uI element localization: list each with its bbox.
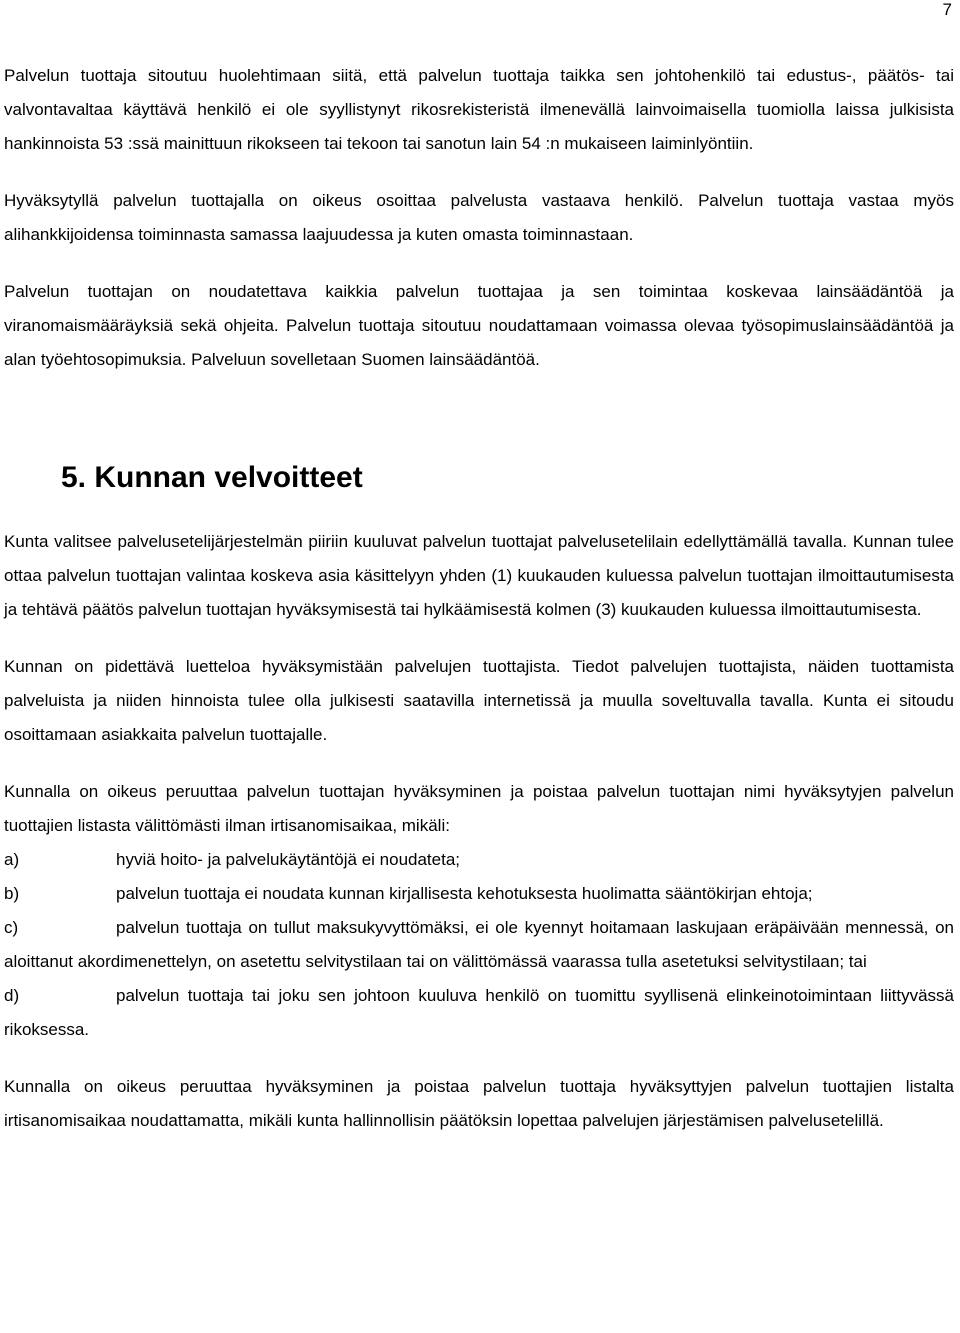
- list-text: palvelun tuottaja ei noudata kunnan kirjallisesta kehotuksesta huolimatta sääntökirjan ehtoja;: [116, 884, 813, 903]
- list-text: palvelun tuottaja on tullut maksukyvyttömäksi, ei ole kyennyt hoitamaan laskujaan eräpäivään mennessä, on aloittanut akordimenettelyn, on asetettu selvitystilaan tai on välittömässä vaarassa tulla asetetuksi selvitystilaan; tai: [4, 918, 954, 971]
- revocation-list: [4, 843, 954, 1047]
- list-label: c): [4, 918, 19, 937]
- page-number: 7: [942, 0, 952, 19]
- paragraph-supplier-commitment: Palvelun tuottaja sitoutuu huolehtimaan siitä, että palvelun tuottaja taikka sen johtohenkilö tai edustus-, päätös- tai valvontavaltaa käyttävä henkilö ei ole syyllistynyt rikosrekisteristä ilmenevällä lainvoimaisella tuomiolla laissa julkisista hankinnoista 53 :ssä mainittuun rikokseen tai tekoon tai sanotun lain 54 :n mukaiseen laiminlyöntiin.: [4, 66, 954, 153]
- paragraph-revocation-conditions: Kunnalla on oikeus peruuttaa palvelun tuottajan hyväksyminen ja poistaa palvelun tuottajan nimi hyväksytyjen palvelun tuottajien listasta välittömästi ilman irtisanomisaikaa, mikäli:: [4, 782, 954, 835]
- list-item: [4, 843, 954, 877]
- list-item: [4, 877, 954, 911]
- document-body: [4, 59, 954, 1138]
- list-label: d): [4, 986, 20, 1005]
- list-item: [4, 979, 954, 1047]
- paragraph-termination: Kunnalla on oikeus peruuttaa hyväksyminen ja poistaa palvelun tuottaja hyväksyttyjen palvelun tuottajien listalta irtisanomisaikaa noudattamatta, mikäli kunta hallinnollisin päätöksin lopettaa palvelujen järjestämisen palvelusetelillä.: [4, 1077, 954, 1130]
- paragraph-responsible-person: Hyväksytyllä palvelun tuottajalla on oikeus osoittaa palvelusta vastaava henkilö. Palvelun tuottaja vastaa myös alihankkijoidensa toiminnasta samassa laajuudessa ja kuten omasta toiminnastaan.: [4, 191, 954, 244]
- list-label: b): [4, 884, 20, 903]
- list-label: a): [4, 850, 20, 869]
- list-text: hyviä hoito- ja palvelukäytäntöjä ei noudateta;: [116, 850, 461, 869]
- paragraph-municipality-selection: Kunta valitsee palvelusetelijärjestelmän piiriin kuuluvat palvelun tuottajat palvelusetelilain edellyttämällä tavalla. Kunnan tulee ottaa palvelun tuottajan valintaa koskeva asia käsittelyyn yhden (1) kuukauden kuluessa palvelun tuottajan ilmoittautumisesta ja tehtävä päätös palvelun tuottajan hyväksymisestä tai hylkäämisestä kolmen (3) kuukauden kuluessa ilmoittautumisesta.: [4, 532, 954, 619]
- paragraph-supplier-register: Kunnan on pidettävä luetteloa hyväksymistään palvelujen tuottajista. Tiedot palvelujen tuottajista, näiden tuottamista palveluista ja niiden hinnoista tulee olla julkisesti saatavilla internetissä ja muulla soveltuvalla tavalla. Kunta ei sitoudu osoittamaan asiakkaita palvelun tuottajalle.: [4, 657, 954, 744]
- paragraph-legislation: Palvelun tuottajan on noudatettava kaikkia palvelun tuottajaa ja sen toimintaa koskevaa lainsäädäntöä ja viranomaismääräyksiä sekä ohjeita. Palvelun tuottaja sitoutuu noudattamaan voimassa olevaa työsopimuslainsäädäntöä ja alan työehtosopimuksia. Palveluun sovelletaan Suomen lainsäädäntöä.: [4, 282, 954, 369]
- list-text: palvelun tuottaja tai joku sen johtoon kuuluva henkilö on tuomittu syyllisenä elinkeinotoimintaan liittyvässä rikoksessa.: [4, 986, 954, 1039]
- list-item: [4, 911, 954, 979]
- section-heading: 5. Kunnan velvoitteet: [61, 461, 363, 494]
